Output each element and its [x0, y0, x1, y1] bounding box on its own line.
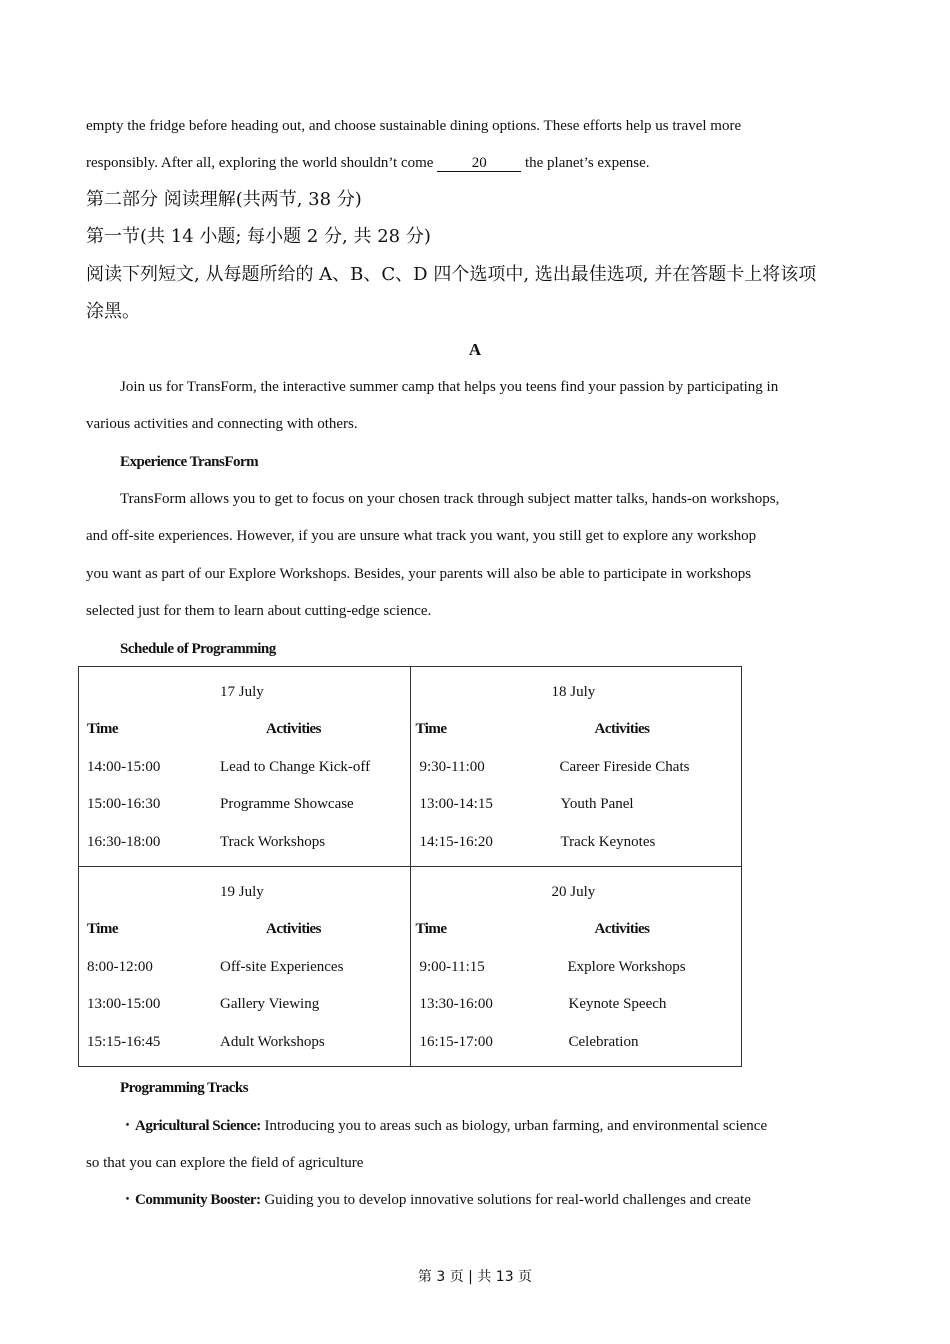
row-time: 8:00-12:00: [87, 959, 153, 975]
answer-blank-20: 20: [437, 155, 521, 172]
row-activity: Adult Workshops: [220, 1034, 325, 1050]
row-time: 15:00-16:30: [87, 796, 161, 812]
bullet-icon: ・: [120, 1192, 136, 1208]
time-header: Time: [415, 721, 447, 737]
row-activity: Track Workshops: [220, 834, 326, 850]
heading-schedule: Schedule of Programming: [120, 641, 276, 657]
activities-header: Activities: [594, 921, 650, 937]
intro-line-2-post: the planet’s expense.: [524, 155, 650, 171]
track-name: Community Booster:: [135, 1192, 261, 1208]
activities-header: Activities: [266, 921, 321, 937]
intro-line-2: [86, 153, 650, 173]
heading-experience: Experience TransForm: [120, 454, 259, 470]
schedule-day-3: [79, 867, 411, 1067]
schedule-table: [78, 666, 742, 1067]
row-activity: Celebration: [568, 1034, 639, 1050]
track-desc: Introducing you to areas such as biology, urban farming, and environmental science: [260, 1118, 768, 1134]
row-time: 9:00-11:15: [419, 959, 485, 975]
para2-line-2: and off-site experiences. However, if you are unsure what track you want, you still get to explore any workshop: [86, 528, 757, 544]
passage-label: A: [468, 340, 482, 359]
row-time: 13:00-15:00: [87, 996, 161, 1012]
row-activity: Keynote Speech: [568, 996, 667, 1012]
row-time: 9:30-11:00: [419, 759, 485, 775]
time-header: Time: [87, 721, 119, 737]
para2-line-1: TransForm allows you to get to focus on your chosen track through subject matter talks, hands-on workshops,: [120, 491, 780, 507]
row-activity: Explore Workshops: [567, 959, 686, 975]
row-time: 13:00-14:15: [419, 796, 493, 812]
day-date: 18 July: [551, 684, 596, 700]
track-item-community: [120, 1190, 751, 1210]
track-item-agricultural-cont: so that you can explore the field of agriculture: [86, 1155, 364, 1171]
row-time: 16:15-17:00: [419, 1034, 493, 1050]
row-activity: Career Fireside Chats: [559, 759, 690, 775]
row-activity: Track Keynotes: [560, 834, 656, 850]
intro-line-2-pre: responsibly. After all, exploring the world shouldn’t come: [86, 155, 434, 171]
para2-line-3: you want as part of our Explore Workshops. Besides, your parents will also be able to participate in workshops: [86, 566, 752, 582]
row-activity: Lead to Change Kick-off: [220, 759, 371, 775]
row-time: 14:15-16:20: [419, 834, 493, 850]
para1-line-2: various activities and connecting with others.: [86, 416, 358, 432]
track-item-agricultural: [120, 1116, 767, 1136]
instruction-line-1: 阅读下列短文, 从每题所给的 A、B、C、D 四个选项中, 选出最佳选项, 并在答题卡上将该项: [86, 264, 817, 285]
bullet-icon: ・: [120, 1118, 136, 1134]
row-time: 13:30-16:00: [419, 996, 493, 1012]
row-time: 14:00-15:00: [87, 759, 161, 775]
schedule-day-4: [410, 867, 742, 1067]
track-desc: Guiding you to develop innovative solutions for real-world challenges and create: [260, 1192, 751, 1208]
row-activity: Off-site Experiences: [220, 959, 344, 975]
para2-line-4: selected just for them to learn about cutting-edge science.: [86, 603, 432, 619]
day-date: 20 July: [551, 884, 596, 900]
row-activity: Gallery Viewing: [220, 996, 320, 1012]
row-activity: Programme Showcase: [220, 796, 354, 812]
page-footer: 第 3 页 | 共 13 页: [417, 1269, 533, 1285]
day-date: 17 July: [220, 684, 264, 700]
subsection-title: 第一节(共 14 小题; 每小题 2 分, 共 28 分): [86, 226, 431, 247]
time-header: Time: [87, 921, 119, 937]
activities-header: Activities: [594, 721, 650, 737]
activities-header: Activities: [266, 721, 321, 737]
schedule-day-2: [410, 667, 742, 867]
schedule-day-1: [79, 667, 411, 867]
para1-line-1: Join us for TransForm, the interactive summer camp that helps you teens find your passion by participating in: [120, 379, 779, 395]
part-title: 第二部分 阅读理解(共两节, 38 分): [86, 189, 362, 210]
time-header: Time: [415, 921, 447, 937]
day-date: 19 July: [220, 884, 264, 900]
heading-tracks: Programming Tracks: [120, 1080, 249, 1096]
track-name: Agricultural Science:: [135, 1118, 261, 1134]
intro-line-1: empty the fridge before heading out, and choose sustainable dining options. These efforts help us travel more: [86, 118, 742, 134]
row-activity: Youth Panel: [560, 796, 634, 812]
row-time: 16:30-18:00: [87, 834, 161, 850]
row-time: 15:15-16:45: [87, 1034, 161, 1050]
instruction-line-2: 涂黑。: [86, 301, 140, 322]
